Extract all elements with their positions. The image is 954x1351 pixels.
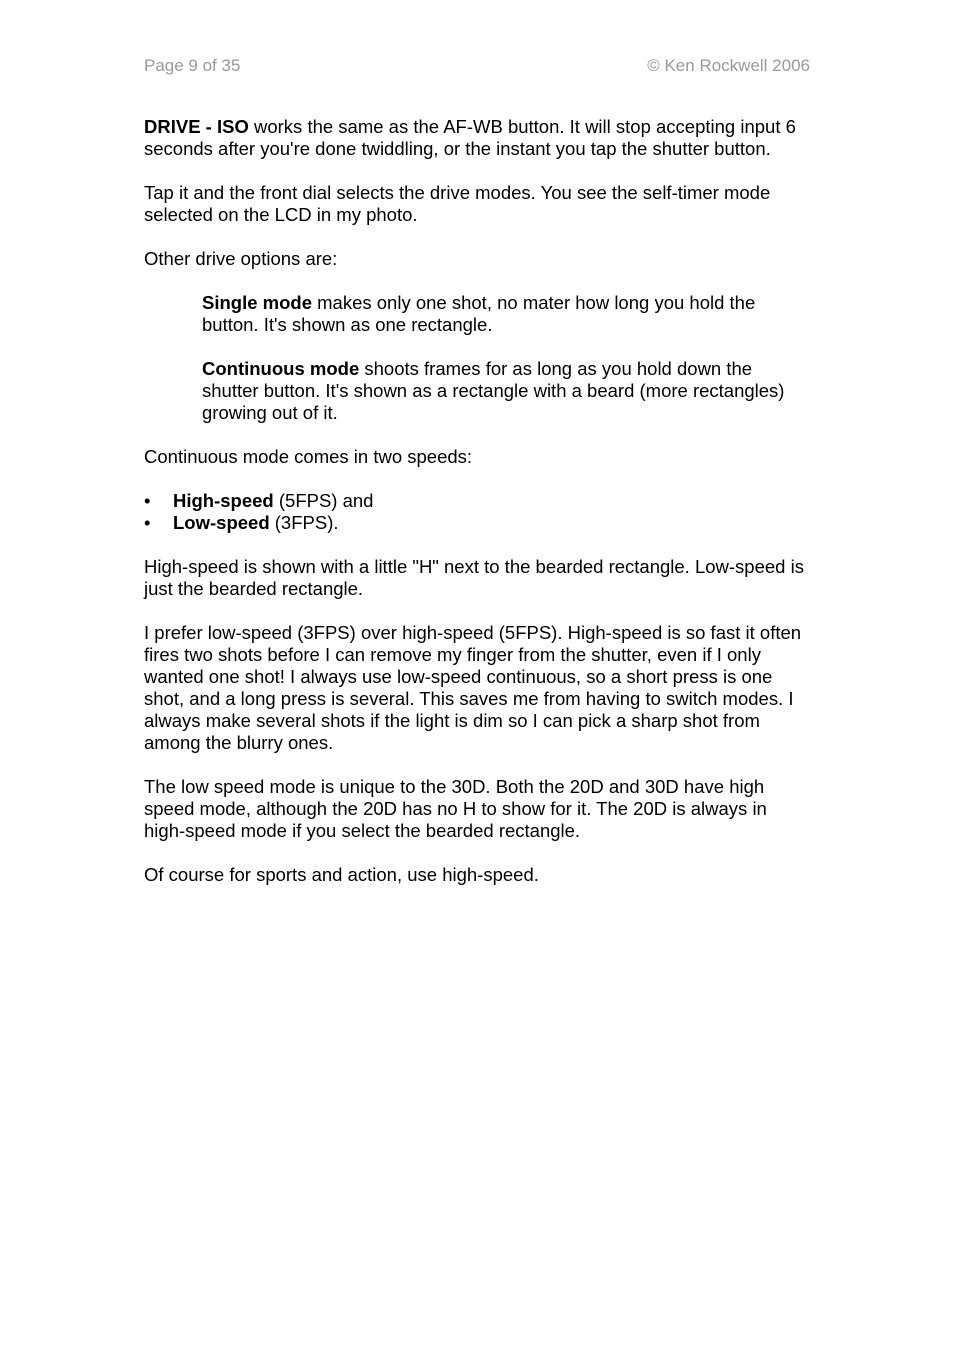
- term-continuous-mode: Continuous mode: [202, 358, 360, 379]
- term-low-speed: Low-speed: [173, 512, 270, 533]
- list-item-text: (5FPS) and: [273, 490, 374, 511]
- paragraph-two-speeds: Continuous mode comes in two speeds:: [144, 446, 473, 467]
- document-body: [144, 116, 812, 908]
- term-drive-iso: DRIVE - ISO: [144, 116, 249, 137]
- speed-list: [144, 490, 812, 534]
- paragraph-preference: I prefer low-speed (3FPS) over high-speed (5FPS). High-speed is so fast it often fires two shots before I can remove my finger from the shutter, even if I only wanted one shot! I always use low-speed continuous, so a short press is one shot, and a long press is several. This saves me from having to switch modes. I always make several shots if the light is dim so I can pick a sharp shot from among the blurry ones.: [144, 622, 802, 753]
- term-single-mode: Single mode: [202, 292, 312, 313]
- list-item-text: (3FPS).: [269, 512, 339, 533]
- bullet-icon: •: [144, 490, 151, 511]
- term-high-speed: High-speed: [173, 490, 274, 511]
- paragraph-drive-iso: [144, 116, 812, 160]
- paragraph-other-options: Other drive options are:: [144, 248, 338, 269]
- paragraph-text: works the same as the AF-WB button. It will stop accepting input 6 seconds after you're done twiddling, or the instant you tap the shutter button.: [144, 116, 796, 159]
- paragraph-text: makes only one shot, no mater how long you hold the button. It's shown as one rectangle.: [202, 292, 756, 335]
- list-item: [144, 512, 812, 534]
- paragraph-sports: Of course for sports and action, use high-speed.: [144, 864, 539, 885]
- page-number: Page 9 of 35: [144, 56, 241, 75]
- paragraph-text: shoots frames for as long as you hold down the shutter button. It's shown as a rectangle with a beard (more rectangles) growing out of it.: [202, 358, 785, 423]
- paragraph-continuous-mode: [202, 358, 812, 424]
- copyright-notice: © Ken Rockwell 2006: [647, 56, 810, 75]
- page-header: [144, 56, 810, 78]
- paragraph-high-speed-indicator: High-speed is shown with a little "H" next to the bearded rectangle. Low-speed is just the bearded rectangle.: [144, 556, 804, 599]
- paragraph-30d-unique: The low speed mode is unique to the 30D. Both the 20D and 30D have high speed mode, although the 20D has no H to show for it. The 20D is always in high-speed mode if you select the bearded rectangle.: [144, 776, 767, 841]
- paragraph-front-dial: Tap it and the front dial selects the drive modes. You see the self-timer mode selected on the LCD in my photo.: [144, 182, 771, 225]
- list-item: [144, 490, 812, 512]
- paragraph-single-mode: [202, 292, 812, 336]
- bullet-icon: •: [144, 512, 151, 533]
